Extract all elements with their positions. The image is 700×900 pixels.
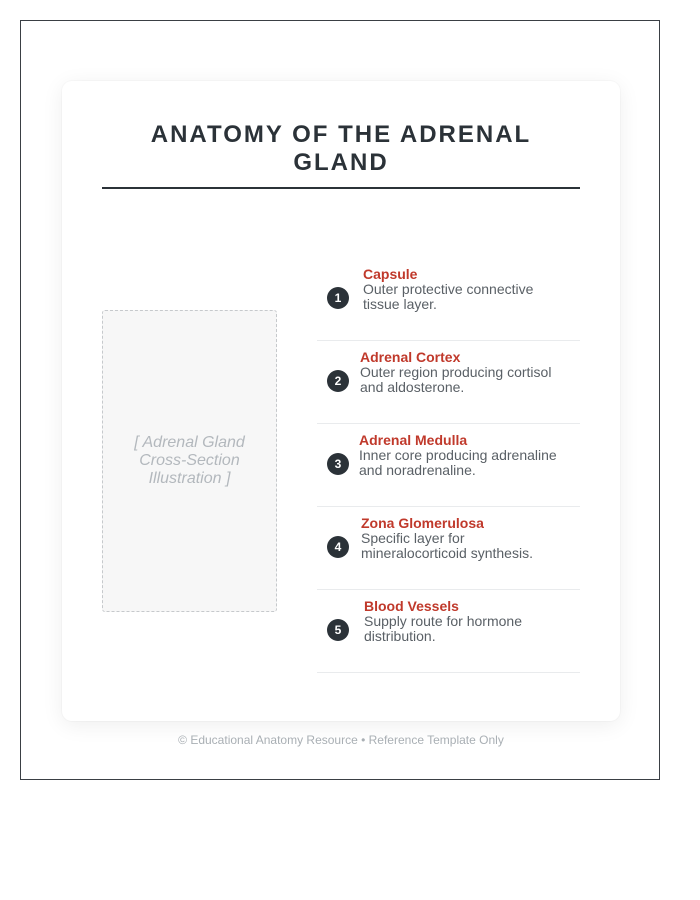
number-badge: 3	[327, 453, 349, 475]
list-item	[317, 259, 580, 341]
footer-note: © Educational Anatomy Resource • Reference Template Only	[178, 733, 504, 747]
list-item	[317, 425, 580, 507]
part-text	[359, 432, 570, 478]
part-description: Inner core producing adrenaline and noradrenaline.	[359, 447, 557, 478]
part-text	[361, 515, 570, 561]
part-text	[360, 349, 570, 395]
part-text	[363, 266, 570, 312]
title-divider	[102, 187, 580, 189]
part-description: Outer region producing cortisol and aldosterone.	[360, 364, 552, 395]
number-badge: 5	[327, 619, 349, 641]
number-badge: 2	[327, 370, 349, 392]
number-badge: 1	[327, 287, 349, 309]
illustration-placeholder	[102, 310, 277, 612]
list-item	[317, 508, 580, 590]
anatomy-card	[62, 81, 620, 721]
part-name: Capsule	[363, 266, 418, 282]
number-badge: 4	[327, 536, 349, 558]
parts-list	[317, 259, 580, 674]
part-name: Zona Glomerulosa	[361, 515, 484, 531]
list-item	[317, 342, 580, 424]
part-description: Outer protective connective tissue layer.	[363, 281, 534, 312]
list-item	[317, 591, 580, 673]
part-text	[364, 598, 570, 644]
part-name: Adrenal Cortex	[360, 349, 461, 365]
page-frame	[20, 20, 660, 780]
part-description: Supply route for hormone distribution.	[364, 613, 522, 644]
page-title: ANATOMY OF THE ADRENAL GLAND	[150, 121, 532, 176]
part-name: Blood Vessels	[364, 598, 459, 614]
part-description: Specific layer for mineralocorticoid synthesis.	[361, 530, 533, 561]
part-name: Adrenal Medulla	[359, 432, 468, 448]
illustration-placeholder-text: [ Adrenal Gland Cross-Section Illustration ]	[134, 434, 245, 487]
